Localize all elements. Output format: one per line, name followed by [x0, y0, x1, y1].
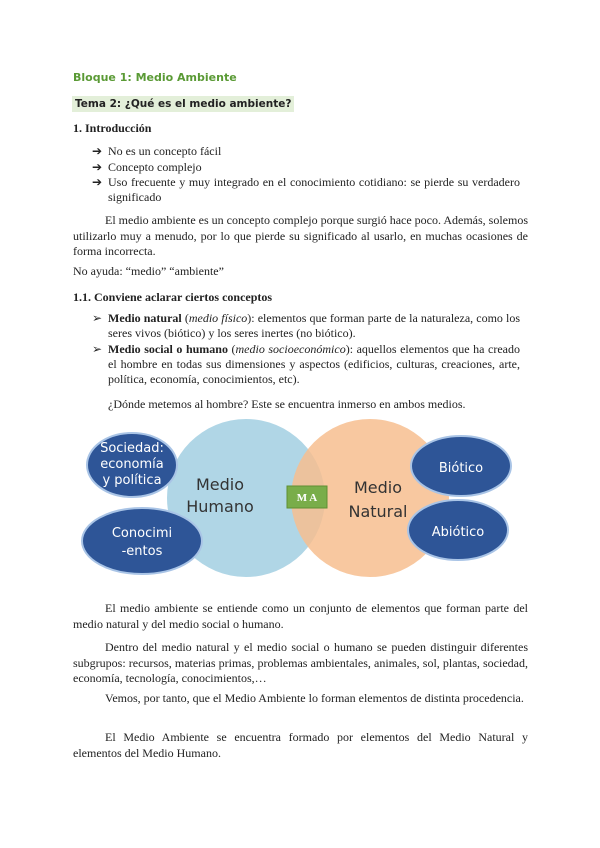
block-title: Bloque 1: Medio Ambiente — [73, 71, 237, 84]
bubble-conocimientos — [82, 508, 202, 574]
list-item-text: Concepto complejo — [108, 160, 202, 174]
concept-term: Medio social o humano — [108, 342, 228, 356]
center-label: M A — [296, 492, 318, 504]
bubble-abiotico-label: Abiótico — [431, 525, 485, 540]
bubble-biotico-label: Biótico — [438, 461, 484, 476]
arrow-bullet-icon: ➔ — [92, 160, 103, 174]
bubble-sociedad-line3: y política — [102, 473, 162, 488]
arrow-bullet-icon: ➔ — [92, 144, 103, 158]
section-heading-concepts: 1.1. Conviene aclarar ciertos conceptos — [73, 290, 273, 304]
paragraph: El medio ambiente se entiende como un conjunto de elementos que forman parte del medio natural y del medio social o humano. — [73, 601, 528, 631]
paragraph: El Medio Ambiente se encuentra formado por elementos del Medio Natural y elementos del Medio Humano. — [73, 730, 528, 760]
section-heading-intro: 1. Introducción — [73, 121, 152, 135]
concept-term: Medio natural — [108, 311, 182, 325]
paragraph: Vemos, por tanto, que el Medio Ambiente lo forman elementos de distinta procedencia. — [105, 691, 524, 705]
triangle-bullet-icon: ➢ — [92, 342, 103, 356]
topic-title: Tema 2: ¿Qué es el medio ambiente? — [72, 96, 294, 112]
concept-alt: medio socioeconómico — [235, 342, 346, 356]
right-circle-label-1: Medio — [353, 478, 403, 497]
list-item-text: Uso frecuente y muy integrado en el conocimiento cotidiano: se pierde su verdadero significado — [108, 175, 520, 204]
paragraph: Dentro del medio natural y el medio social o humano se pueden distinguir diferentes subgrupos: recursos, materias primas, problemas ambientales, animales, sol, plantas, sociedad, economía, tecnología, conocimientos,… — [73, 640, 528, 685]
paragraph: El medio ambiente es un concepto complejo porque surgió hace poco. Además, solemos utilizarlo muy a menudo, por lo que pierde su significado al usarlo, en muchas ocasiones de forma incorrecta. — [73, 213, 529, 258]
concept-text: Medio natural (medio físico): elementos que forman parte de la naturaleza, como los seres vivos (biótico) y los seres inertes (no biótico). — [108, 311, 521, 340]
bubble-sociedad-line1: Sociedad: — [100, 441, 164, 456]
triangle-bullet-icon: ➢ — [92, 311, 103, 325]
concept-description: : aquellos elementos que ha creado el hombre en todas sus dimensiones y aspectos (edificios, culturas, creaciones, arte, política, economía, conocimientos, etc). — [108, 342, 521, 386]
arrow-bullet-icon: ➔ — [92, 175, 103, 189]
paragraph: ¿Dónde metemos al hombre? Este se encuentra inmerso en ambos medios. — [108, 397, 466, 411]
venn-diagram — [80, 418, 520, 580]
left-circle-label-1: Medio — [195, 475, 245, 494]
right-circle-label-2: Natural — [348, 502, 408, 521]
concept-description: : elementos que forman parte de la naturaleza, como los seres vivos (biótico) y los seres inertes (no biótico). — [108, 311, 521, 340]
list-item-text: No es un concepto fácil — [108, 144, 222, 158]
bubble-conocimientos-line2: -entos — [121, 544, 163, 559]
left-circle-label-2: Humano — [186, 497, 254, 516]
concept-text: Medio social o humano (medio socioeconómico): aquellos elementos que ha creado el hombre en todas sus dimensiones y aspectos (edificios, culturas, creaciones, arte, política, economía, conocimientos, etc). — [108, 342, 521, 386]
concept-alt: medio físico — [188, 311, 248, 325]
bubble-sociedad-line2: economía — [100, 457, 164, 472]
bubble-conocimientos-line1: Conocimi — [111, 526, 173, 541]
paragraph: No ayuda: “medio” “ambiente” — [73, 264, 224, 278]
